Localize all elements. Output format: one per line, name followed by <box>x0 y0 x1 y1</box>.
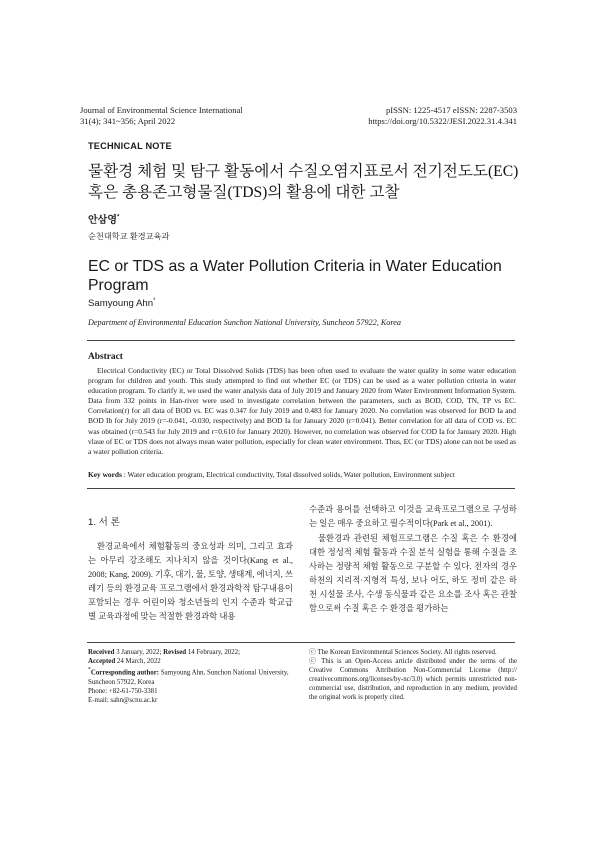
title-english <box>88 257 528 295</box>
author-korean-name: 안삼영 <box>88 215 117 226</box>
journal-name: Journal of Environmental Science International <box>80 105 243 115</box>
email-link[interactable]: E-mail: sahn@scnu.ac.kr <box>88 696 158 704</box>
keywords-label: Key words <box>88 470 122 479</box>
volume-pages: 31(4); 341~356; April 2022 <box>80 116 176 126</box>
keywords <box>88 470 518 480</box>
author-english-mark: * <box>153 298 156 304</box>
accepted-date: 24 March, 2022 <box>115 658 161 666</box>
body-text-right-column-top: 수준과 용어를 선택하고 이것을 교육프로그램으로 구성하는 일은 매우 중요하고 필수적이다(Park et al., 2001). <box>309 505 517 529</box>
issn: pISSN: 1225-4517 eISSN: 2287-3503 <box>385 105 517 115</box>
body-text-right-column: 물환경과 관련된 체험프로그램은 수질 혹은 수 환경에 대한 정성적 체험 활동과 수질 분석 실험을 통해 수질을 조사하는 정량적 체험 활동으로 구분할 수 있다. 전자의 경우 하천의 지리적·지형적 특성, 보나 어도, 하도 정비 같은 하천 시설물 조사, 수생 동식물과 같은 요소를 조사 혹은 관찰함으로써 수질 혹은 수 환경을 평가하는 <box>309 534 517 614</box>
title-english-line-1: EC or TDS as a Water Pollution Criteria in Water Education <box>88 258 502 275</box>
phone: Phone: +82-61-750-3381 <box>88 687 158 695</box>
journal-header-right <box>368 105 517 127</box>
affiliation-english: Department of Environmental Education Sunchon National University, Suncheon 57922, Korea <box>88 318 401 327</box>
author-english <box>88 298 155 309</box>
license-notice: ⓒ This is an Open-Access article distributed under the terms of the Creative Commons Attribution Non-Commercial License (http:// creativecommons.org/licenses/by-nc/3.0) which permits unrestricted non-commercial use, distribution, and reproduction in any medium, provided the original work is properly cited. <box>309 658 517 702</box>
author-korean-mark: * <box>116 214 120 221</box>
abstract-heading: Abstract <box>88 352 123 362</box>
title-korean-line-2: 혹은 총용존고형물질(TDS)의 활용에 대한 고찰 <box>88 184 400 201</box>
received-date: 3 January, 2022; <box>114 649 164 656</box>
corresponding-info: Samyoung Ahn, Sunchon National University, Suncheon 57922, Korea <box>88 669 289 686</box>
journal-header-left <box>80 105 243 127</box>
author-english-name: Samyoung Ahn <box>88 298 154 310</box>
section-heading-introduction: 1. 서 론 <box>88 517 120 528</box>
title-korean <box>88 161 528 203</box>
dates-line-1 <box>88 648 296 657</box>
dates-line-2 <box>88 657 296 666</box>
divider-footnotes <box>87 642 515 643</box>
affiliation-korean: 순천대학교 환경교육과 <box>88 232 170 241</box>
abstract-body: Electrical Conductivity (EC) or Total Dissolved Solids (TDS) has been often used to evaluate the water quality in some water education program for children and youth. This study attempted to find out whether EC (or TDS) can be used as a water pollution criteria in water education program. To clarify it, we used the water analysis data of July 2019 and January 2020 from Water Environment Information System. Data from 332 points in Han-river were used to investigate correlation between the parameters, such as BOD, COD, TN, TP vs EC. Correlation(r) for all data of BOD vs. EC was 0.347 for July 2019 and 0.483 for January 2020. No correlation was observed for BOD Ia and BOD Ib for July 2019 (r=-0.041, -0.030, respectively) and BOD Ia for January 2020 (r=0.041). Better correlation for all data of COD vs. EC was obtained (r=0.543 for July 2019 and r=0.610 for January 2020). However, no correlation was observed for COD Ia for January 2020. High vlaue of EC or TDS does not always mean water pollution, especially for clean water environment. Thus, EC (or TDS) alone can not be used as a water pollution criteria. <box>88 366 516 456</box>
divider-abstract <box>87 488 515 489</box>
received-label: Received <box>88 649 115 656</box>
author-korean <box>88 211 119 226</box>
title-english-line-2: Program <box>88 277 149 294</box>
revised-date: 14 February, 2022; <box>186 649 241 656</box>
divider-top <box>87 340 515 341</box>
revised-label: Revised <box>163 649 187 656</box>
footnote-left <box>88 648 296 705</box>
doi-link[interactable]: https://doi.org/10.5322/JESI.2022.31.4.341 <box>368 116 517 126</box>
copyright-notice: ⓒ The Korean Environmental Sciences Society. All rights reserved. <box>309 649 497 656</box>
footnote-right <box>309 648 517 703</box>
title-korean-line-1: 물환경 체험 및 탐구 활동에서 수질오염지표로서 전기전도도(EC) <box>88 163 519 180</box>
article-type: TECHNICAL NOTE <box>88 141 172 151</box>
body-text-left-column: 환경교육에서 체험활동의 중요성과 의미, 그리고 효과는 아무리 강조해도 지나치지 않을 것이다(Kang et al., 2008; Kang, 2009). 기후, 대기, 물, 토양, 생태계, 에너지, 쓰레기 등의 환경교육 프로그램에서 환경과학적 탐구내용이 포함되는 경우 어린이와 청소년들의 인지 수준과 학교급별 교육과정에 맞는 적절한 환경과학 내용 <box>88 542 293 622</box>
keywords-list: : Water education program, Electrical conductivity, Total dissolved solids, Water pollution, Environment subject <box>121 470 455 479</box>
accepted-label: Accepted <box>88 658 116 666</box>
corresponding-label: Corresponding author: <box>90 669 160 677</box>
corresponding-author: *Corresponding author: Samyoung Ahn, Sunchon National University, Suncheon 57922, Korea <box>88 667 289 686</box>
